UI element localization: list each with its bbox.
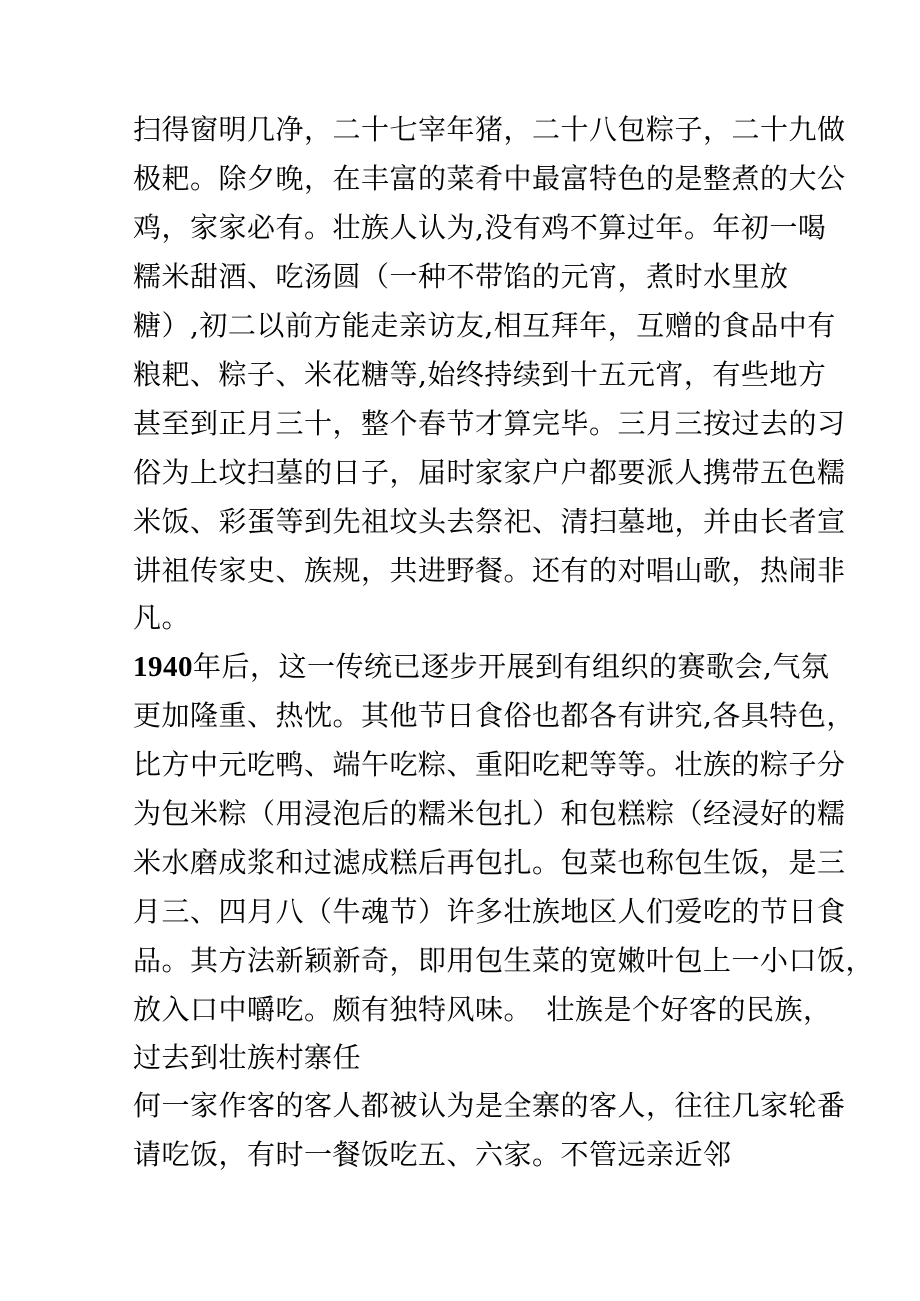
text-line: 更加隆重、热忱。其他节日食俗也都各有讲究,各具特色， <box>133 699 855 732</box>
text-line: 糖）,初二以前方能走亲访友,相互拜年，互赠的食品中有 <box>133 309 836 342</box>
text-line: 何一家作客的客人都被认为是全寨的客人，往往几家轮番 <box>133 1089 846 1122</box>
text-line: 讲祖传家史、族规，共进野餐。还有的对唱山歌，热闹非 <box>133 554 846 587</box>
text-line: 米饭、彩蛋等到先祖坟头去祭祀、清扫墓地，并由长者宣 <box>133 505 846 538</box>
text-line: 请吃饭，有时一餐饭吃五、六家。不管远亲近邻 <box>133 1138 732 1171</box>
text-line: 凡。 <box>133 601 191 634</box>
text-line: 俗为上坟扫墓的日子，届时家家户户都要派人携带五色糯 <box>133 456 846 489</box>
text-line: 扫得窗明几净，二十七宰年猪，二十八包粽子，二十九做 <box>133 113 846 146</box>
text-line: 品。其方法新颖新奇，即用包生菜的宽嫩叶包上一小口饭， <box>133 944 875 977</box>
text-line: 糯米甜酒、吃汤圆（一种不带馅的元宵，煮时水里放 <box>133 260 789 293</box>
year-number: 1940 <box>133 651 193 683</box>
text-line-year <box>133 649 829 685</box>
text-line: 米水磨成浆和过滤成糕后再包扎。包菜也称包生饭，是三 <box>133 846 846 879</box>
text-line: 粮耙、粽子、米花糖等,始终持续到十五元宵，有些地方 <box>133 358 827 391</box>
text-line: 月三、四月八（牛魂节）许多壮族地区人们爱吃的节日食 <box>133 895 846 928</box>
text-line: 比方中元吃鸭、端午吃粽、重阳吃耙等等。壮族的粽子分 <box>133 748 846 781</box>
text-line: 鸡，家家必有。壮族人认为,没有鸡不算过年。年初一喝 <box>133 211 827 244</box>
text-line: 甚至到正月三十，整个春节才算完毕。三月三按过去的习 <box>133 407 846 440</box>
text-line: 极耙。除夕晚，在丰富的菜肴中最富特色的是整煮的大公 <box>133 162 846 195</box>
text-line: 过去到壮族村寨任 <box>133 1041 362 1074</box>
text-line: 放入口中嚼吃。颇有独特风味。 壮族是个好客的民族， <box>133 993 832 1026</box>
text-line: 为包米粽（用浸泡后的糯米包扎）和包糕粽（经浸好的糯 <box>133 797 846 830</box>
text-line-rest: 年后，这一传统已逐步开展到有组织的赛歌会,气氛 <box>193 650 830 683</box>
